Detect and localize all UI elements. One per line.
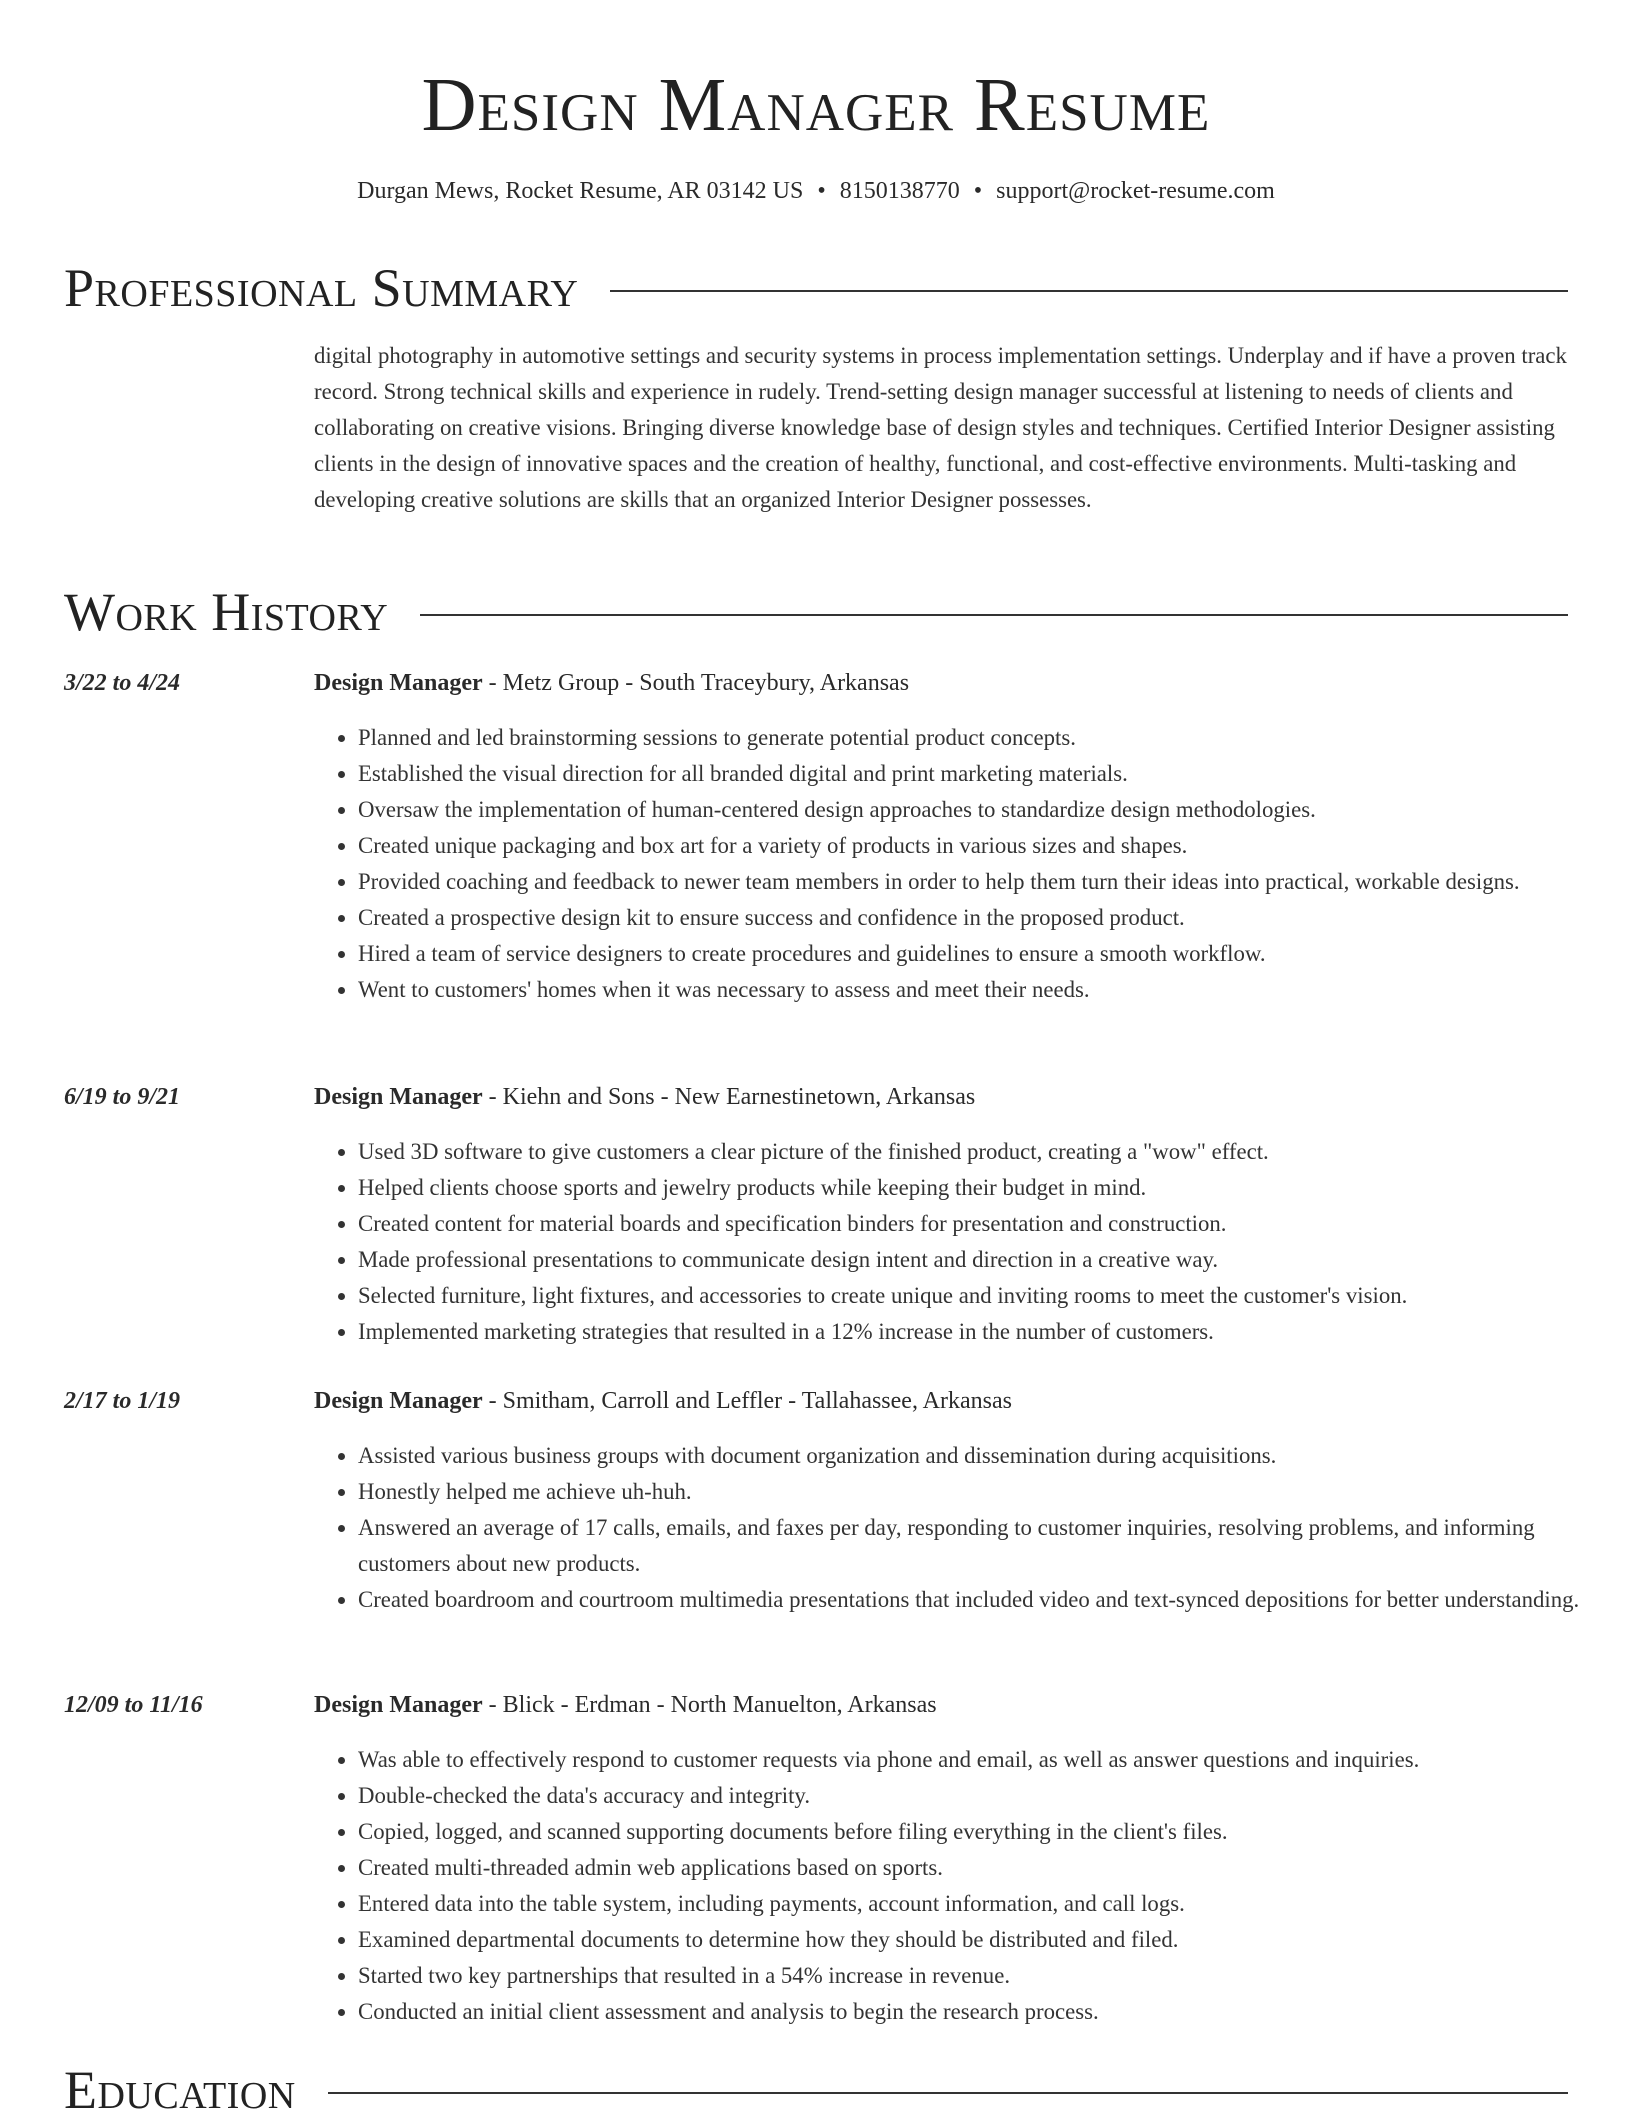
section-header-education bbox=[64, 2058, 1568, 2122]
job-bullet: • Hired a team of service designers to create procedures and guidelines to ensure a smooth workflow. bbox=[358, 936, 1612, 972]
job-employer-location: - Kiehn and Sons - New Earnestinetown, Arkansas bbox=[482, 1084, 976, 1110]
job-title: Design Manager bbox=[314, 670, 483, 696]
section-header-work-history bbox=[64, 580, 1568, 644]
job-bullet: • Created multi-threaded admin web applications based on sports. bbox=[358, 1850, 1612, 1886]
job-bullet: • Examined departmental documents to determine how they should be distributed and filed. bbox=[358, 1922, 1612, 1958]
job-bullet: • Double-checked the data's accuracy and integrity. bbox=[358, 1778, 1612, 1814]
job-dates: 12/09 to 11/16 bbox=[64, 1692, 203, 1718]
job-bullet: • Made professional presentations to communicate design intent and direction in a creative way. bbox=[358, 1242, 1612, 1278]
job-bullet: • Went to customers' homes when it was necessary to assess and meet their needs. bbox=[358, 972, 1612, 1008]
contact-separator: • bbox=[973, 178, 983, 204]
job-heading bbox=[314, 1386, 1012, 1416]
job-heading bbox=[314, 1690, 937, 1720]
job-heading bbox=[314, 668, 909, 698]
section-divider bbox=[328, 2092, 1568, 2094]
contact-address: Durgan Mews, Rocket Resume, AR 03142 US bbox=[357, 178, 804, 204]
job-bullet: • Established the visual direction for all branded digital and print marketing materials. bbox=[358, 756, 1612, 792]
job-bullet: • Honestly helped me achieve uh-huh. bbox=[358, 1474, 1612, 1510]
job-title: Design Manager bbox=[314, 1388, 483, 1414]
job-bullet: • Was able to effectively respond to customer requests via phone and email, as well as answer questions and inquiries. bbox=[358, 1742, 1612, 1778]
job-bullet: • Copied, logged, and scanned supporting documents before filing everything in the client's files. bbox=[358, 1814, 1612, 1850]
contact-line bbox=[0, 176, 1632, 206]
section-title-summary: Professional Summary bbox=[64, 258, 579, 318]
job-bullet: • Answered an average of 17 calls, emails, and faxes per day, responding to customer inquiries, resolving problems, and informing customers about new products. bbox=[358, 1510, 1612, 1582]
job-bullets bbox=[314, 1438, 1612, 1618]
contact-separator: • bbox=[817, 178, 826, 204]
section-divider bbox=[610, 290, 1568, 292]
job-bullet: • Provided coaching and feedback to newer team members in order to help them turn their ideas into practical, workable designs. bbox=[358, 864, 1612, 900]
job-bullet: • Created content for material boards and specification binders for presentation and construction. bbox=[358, 1206, 1612, 1242]
job-bullet: • Created a prospective design kit to ensure success and confidence in the proposed product. bbox=[358, 900, 1612, 936]
contact-email[interactable]: support@rocket-resume.com bbox=[996, 178, 1275, 204]
job-bullets bbox=[314, 720, 1612, 1008]
job-title: Design Manager bbox=[314, 1084, 483, 1110]
job-bullet: • Planned and led brainstorming sessions to generate potential product concepts. bbox=[358, 720, 1612, 756]
job-bullet: • Started two key partnerships that resulted in a 54% increase in revenue. bbox=[358, 1958, 1612, 1994]
job-bullet: • Helped clients choose sports and jewelry products while keeping their budget in mind. bbox=[358, 1170, 1612, 1206]
job-employer-location: - Metz Group - South Traceybury, Arkansas bbox=[482, 670, 910, 696]
job-bullet: • Selected furniture, light fixtures, and accessories to create unique and inviting rooms to meet the customer's vision. bbox=[358, 1278, 1612, 1314]
job-bullet: • Implemented marketing strategies that resulted in a 12% increase in the number of customers. bbox=[358, 1314, 1612, 1350]
job-bullet: • Oversaw the implementation of human-centered design approaches to standardize design methodologies. bbox=[358, 792, 1612, 828]
job-bullet: • Assisted various business groups with document organization and dissemination during acquisitions. bbox=[358, 1438, 1612, 1474]
job-dates: 2/17 to 1/19 bbox=[64, 1388, 181, 1414]
professional-summary-text: digital photography in automotive settings and security systems in process implementation settings. Underplay and if have a proven track record. Strong technical skills and experience in rudely. Trend-setting design manager successful at listening to needs of clients and collaborating on creative visions. Bringing diverse knowledge base of design styles and techniques. Certified Interior Designer assisting clients in the design of innovative spaces and the creation of healthy, functional, and cost-effective environments. Multi-tasking and developing creative solutions are skills that an organized Interior Designer possesses. bbox=[314, 343, 1567, 512]
contact-phone[interactable]: 8150138770 bbox=[839, 178, 960, 204]
section-title-work-history: Work History bbox=[64, 582, 389, 642]
job-employer-location: - Blick - Erdman - North Manuelton, Arkansas bbox=[482, 1692, 937, 1718]
job-dates: 6/19 to 9/21 bbox=[64, 1084, 181, 1110]
section-header-summary bbox=[64, 256, 1568, 320]
job-dates: 3/22 to 4/24 bbox=[64, 670, 181, 696]
job-bullet: • Conducted an initial client assessment and analysis to begin the research process. bbox=[358, 1994, 1612, 2030]
job-title: Design Manager bbox=[314, 1692, 483, 1718]
job-bullet: • Used 3D software to give customers a clear picture of the finished product, creating a "wow" effect. bbox=[358, 1134, 1612, 1170]
job-employer-location: - Smitham, Carroll and Leffler - Tallahassee, Arkansas bbox=[482, 1388, 1012, 1414]
job-heading bbox=[314, 1082, 975, 1112]
job-bullets bbox=[314, 1742, 1612, 2030]
job-bullet: • Entered data into the table system, including payments, account information, and call logs. bbox=[358, 1886, 1612, 1922]
job-bullet: • Created boardroom and courtroom multimedia presentations that included video and text-synced depositions for better understanding. bbox=[358, 1582, 1612, 1618]
job-bullet: • Created unique packaging and box art for a variety of products in various sizes and shapes. bbox=[358, 828, 1612, 864]
section-divider bbox=[420, 614, 1568, 616]
job-bullets bbox=[314, 1134, 1612, 1350]
section-title-education: Education bbox=[64, 2060, 296, 2120]
page-title: Design Manager Resume bbox=[421, 63, 1211, 147]
